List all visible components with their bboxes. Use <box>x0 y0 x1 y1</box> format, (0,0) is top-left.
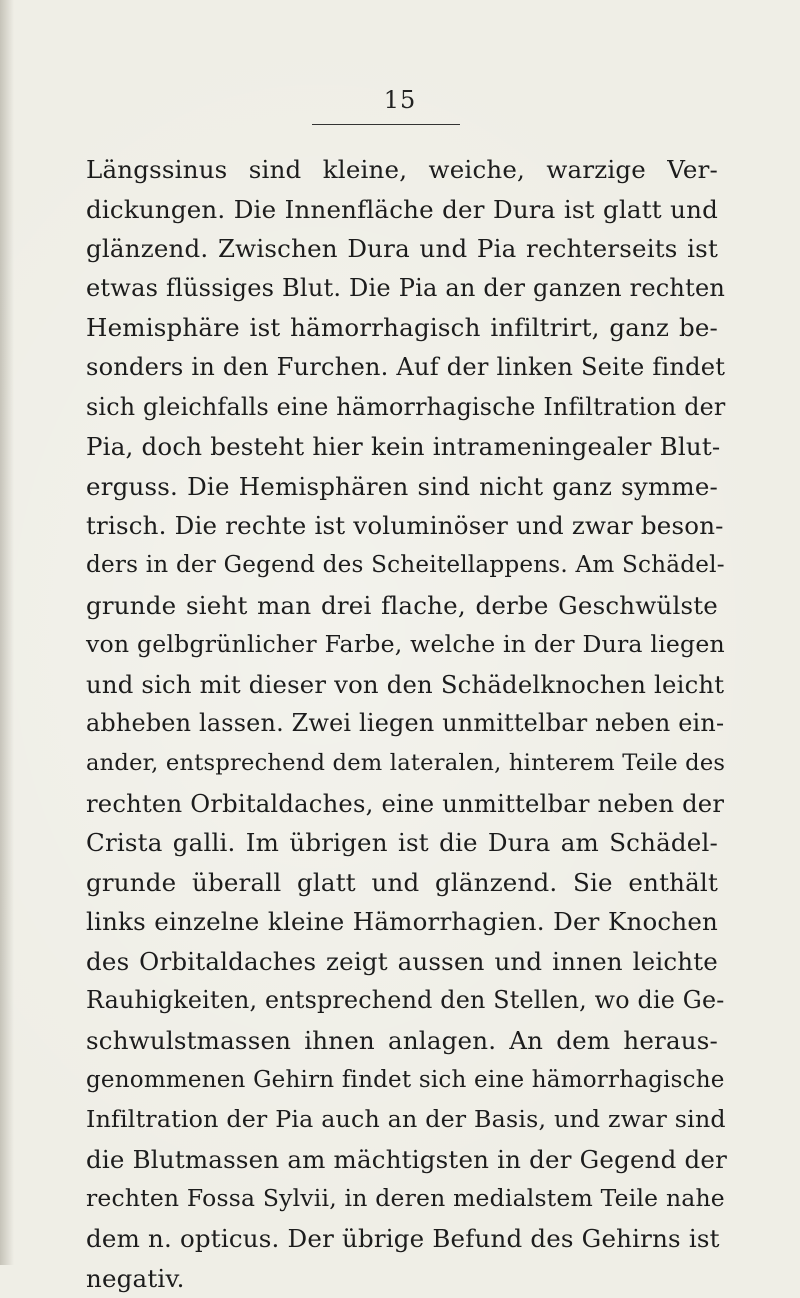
text-line: ander, entsprechend dem lateralen, hinterem Teile des <box>86 749 726 776</box>
text-line: etwas flüssiges Blut. Die Pia an der ganzen rechten <box>86 273 726 302</box>
text-line: rechten Fossa Sylvii, in deren medialstem Teile nahe <box>86 1184 725 1213</box>
text-line: grunde überall glatt und glänzend. Sie enthält <box>86 867 718 897</box>
text-line: Hemisphäre ist hämorrhagisch infiltrirt, ganz be- <box>86 313 718 343</box>
text-line: sich gleichfalls eine hämorrhagische Infiltration der <box>86 392 726 421</box>
body-paragraph <box>86 150 728 1298</box>
text-line: sonders in den Furchen. Auf der linken Seite findet <box>86 352 726 381</box>
text-line: und sich mit dieser von den Schädelknochen leicht <box>86 669 725 699</box>
page-number: 15 <box>383 86 417 114</box>
text-line: dickungen. Die Innenfläche der Dura ist glatt und <box>86 194 718 224</box>
text-line: glänzend. Zwischen Dura und Pia rechterseits ist <box>86 234 718 264</box>
text-line: von gelbgrünlicher Farbe, welche in der Dura liegen <box>86 630 725 659</box>
text-line: genommenen Gehirn findet sich eine hämorrhagische <box>86 1066 725 1093</box>
text-line: Crista galli. Im übrigen ist die Dura am Schädel- <box>86 828 718 858</box>
text-line: Längssinus sind kleine, weiche, warzige Ver- <box>86 155 718 184</box>
text-line: grunde sieht man drei flache, derbe Geschwülste <box>86 590 718 620</box>
text-line: abheben lassen. Zwei liegen unmittelbar neben ein- <box>86 709 725 738</box>
text-line: dem n. opticus. Der übrige Befund des Gehirns ist <box>86 1224 720 1254</box>
text-line: Pia, doch besteht hier kein intrameningealer Blut- <box>86 432 721 462</box>
text-line: des Orbitaldaches zeigt aussen und innen leichte <box>86 946 718 976</box>
text-line: ders in der Gegend des Scheitellappens. Am Schädel- <box>86 551 725 578</box>
text-line-last: negativ. <box>86 1263 185 1293</box>
page-edge-shadow <box>0 0 14 1265</box>
header-rule <box>312 124 460 125</box>
text-line: links einzelne kleine Hämorrhagien. Der Knochen <box>86 907 718 937</box>
text-line: Infiltration der Pia auch an der Basis, und zwar sind <box>86 1105 726 1134</box>
text-line: schwulstmassen ihnen anlagen. An dem heraus- <box>86 1026 718 1056</box>
text-line: Rauhigkeiten, entsprechend den Stellen, wo die Ge- <box>86 986 725 1015</box>
text-line: erguss. Die Hemisphären sind nicht ganz symme- <box>86 471 718 501</box>
text-line: rechten Orbitaldaches, eine unmittelbar neben der <box>86 788 725 818</box>
text-line: die Blutmassen am mächtigsten in der Gegend der <box>86 1144 728 1174</box>
text-line: trisch. Die rechte ist voluminöser und zwar beson- <box>86 511 724 541</box>
